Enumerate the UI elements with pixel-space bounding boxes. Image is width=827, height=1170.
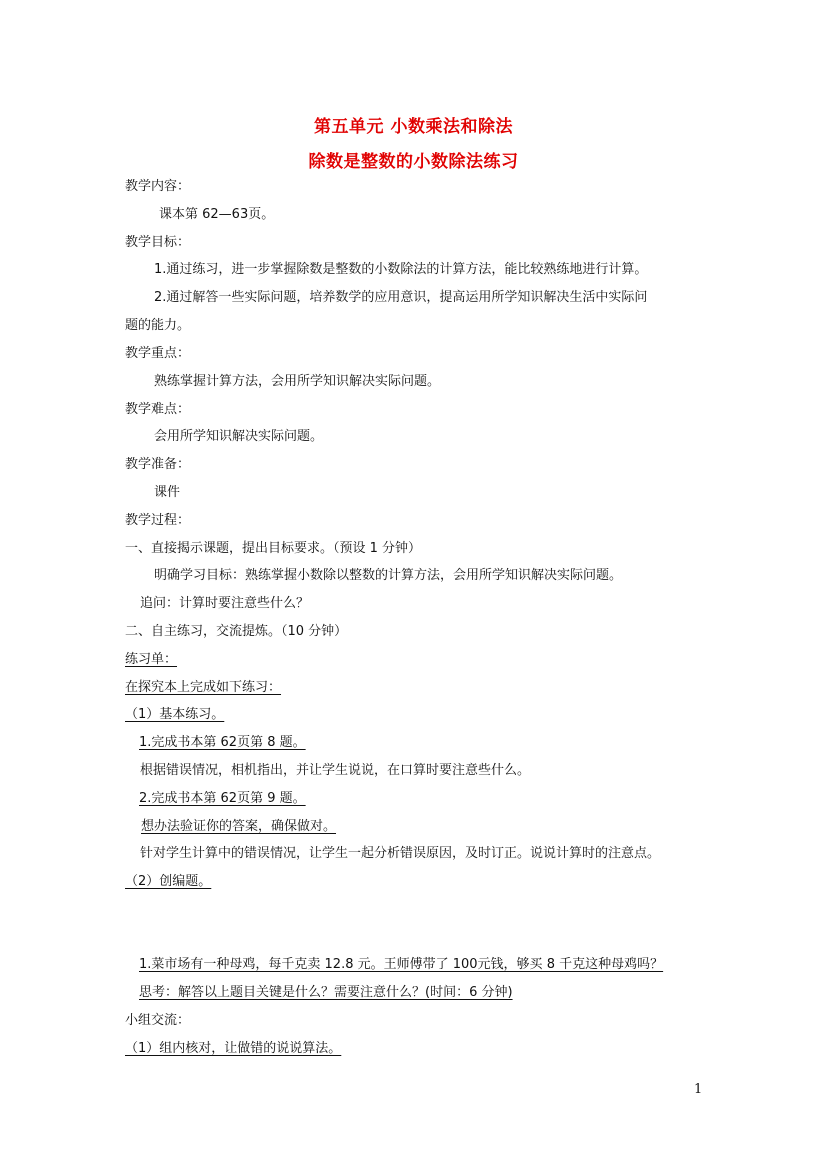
step-1-question-text: 追问：计算时要注意些什么？ bbox=[140, 596, 310, 611]
section-heading-key-points: 教学重点： bbox=[125, 346, 191, 361]
document-title: 第五单元 小数乘法和除法 bbox=[314, 117, 513, 137]
error-analysis-text: 针对学生计算中的错误情况，让学生一起分析错误原因，及时订正。说说计算时的注意点。 bbox=[140, 846, 661, 861]
exercise-2-note: 想办法验证你的答案，确保做对。 bbox=[141, 819, 337, 834]
group-discussion-step-1: （1）组内核对，让做错的说说算法。 bbox=[125, 1041, 342, 1056]
goal-2-continuation: 题的能力。 bbox=[125, 318, 191, 333]
section-heading-goals: 教学目标： bbox=[125, 235, 191, 250]
basic-exercise-heading: （1）基本练习。 bbox=[125, 707, 225, 722]
step-1-heading: 一、直接揭示课题，提出目标要求。（预设 1 分钟） bbox=[125, 541, 422, 556]
step-1-goal-text: 明确学习目标：熟练掌握小数除以整数的计算方法，会用所学知识解决实际问题。 bbox=[154, 568, 623, 583]
exercise-1-text: 1.完成书本第 62页第 8 题。 bbox=[139, 735, 306, 750]
exercise-1-note: 根据错误情况，相机指出，并让学生说说，在口算时要注意些什么。 bbox=[140, 763, 531, 778]
key-points-text: 熟练掌握计算方法，会用所学知识解决实际问题。 bbox=[154, 374, 441, 389]
section-heading-preparation: 教学准备： bbox=[125, 457, 191, 472]
group-discussion-heading: 小组交流： bbox=[125, 1013, 191, 1028]
section-heading-process: 教学过程： bbox=[125, 513, 191, 528]
goal-1-text: 1.通过练习，进一步掌握除数是整数的小数除法的计算方法，能比较熟练地进行计算。 bbox=[154, 262, 648, 277]
goal-2-text: 2.通过解答一些实际问题，培养数学的应用意识，提高运用所学知识解决生活中实际问 bbox=[154, 290, 648, 305]
page-number: 1 bbox=[694, 1082, 703, 1097]
section-heading-difficulties: 教学难点： bbox=[125, 402, 191, 417]
section-heading-content: 教学内容： bbox=[125, 179, 191, 194]
exercise-instruction: 在探究本上完成如下练习： bbox=[125, 680, 282, 695]
document-subtitle: 除数是整数的小数除法练习 bbox=[308, 152, 519, 172]
content-text: 课本第 62—63页。 bbox=[159, 207, 275, 222]
step-2-heading: 二、自主练习，交流提炼。（10 分钟） bbox=[125, 624, 348, 639]
creative-problem-text: 1.菜市场有一种母鸡，每千克卖 12.8 元。王师傅带了 100元钱，够买 8 千克这种母鸡吗？ bbox=[139, 957, 664, 972]
preparation-text: 课件 bbox=[154, 485, 181, 500]
thinking-prompt-text: 思考：解答以上题目关键是什么？需要注意什么？(时间：6 分钟) bbox=[139, 985, 513, 1000]
exercise-sheet-label: 练习单： bbox=[125, 652, 178, 667]
difficulties-text: 会用所学知识解决实际问题。 bbox=[154, 429, 324, 444]
creative-exercise-heading: （2）创编题。 bbox=[125, 874, 212, 889]
exercise-2-text: 2.完成书本第 62页第 9 题。 bbox=[139, 791, 306, 806]
